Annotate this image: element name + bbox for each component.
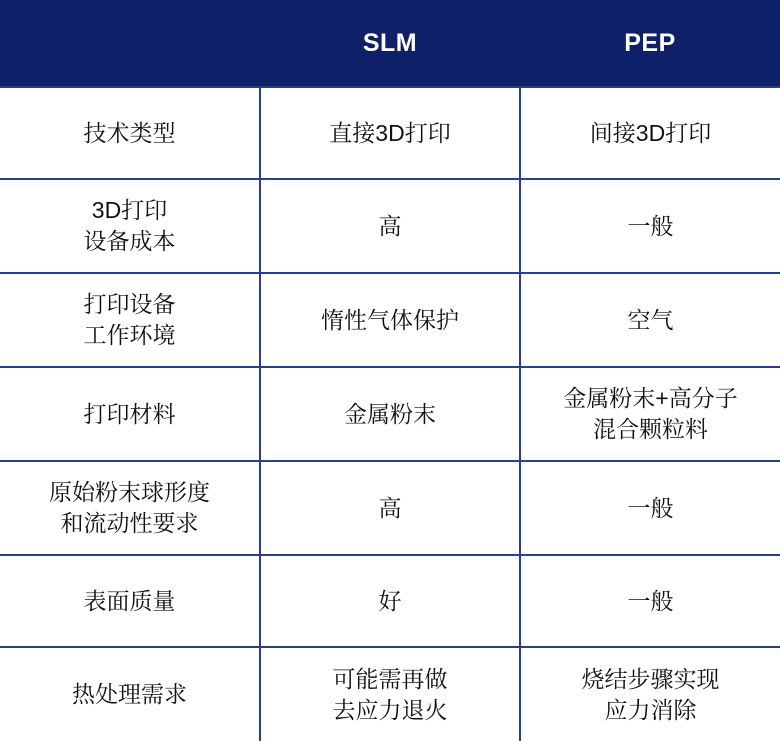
cell-pep: [520, 647, 780, 741]
cell-slm: [260, 461, 520, 555]
row-label: [0, 179, 260, 273]
table-row: [0, 647, 780, 741]
table-row: [0, 179, 780, 273]
cell-slm-line: 惰性气体保护: [321, 306, 459, 333]
cell-slm: [260, 179, 520, 273]
cell-pep-line: 烧结步骤实现: [581, 665, 720, 692]
cell-slm-line: 直接3D打印: [329, 119, 451, 146]
table-header-row: [0, 0, 780, 87]
row-label: [0, 555, 260, 647]
cell-pep: [520, 273, 780, 367]
cell-pep-line: 混合颗粒料: [593, 416, 708, 442]
row-label-line: 工作环境: [83, 322, 176, 348]
row-label: [0, 647, 260, 741]
table-row: [0, 555, 780, 647]
row-label-line: 打印设备: [83, 291, 176, 318]
cell-pep-line: 一般: [627, 212, 674, 239]
row-label: [0, 461, 260, 555]
row-label-line: 原始粉末球形度: [49, 479, 210, 506]
cell-slm-line: 可能需再做: [332, 665, 448, 692]
row-label-line: 3D打印: [91, 197, 168, 224]
row-label-line: 打印材料: [83, 400, 176, 427]
row-label-line: 热处理需求: [72, 681, 187, 708]
row-label-line: 设备成本: [83, 228, 176, 254]
row-label: [0, 367, 260, 461]
cell-slm-line: 好: [378, 587, 402, 614]
cell-slm: [260, 367, 520, 461]
table-header: [0, 0, 780, 87]
cell-pep-line: 金属粉末+高分子: [563, 385, 738, 412]
cell-pep: [520, 367, 780, 461]
row-label: [0, 273, 260, 367]
cell-pep: [520, 461, 780, 555]
column-header-slm: SLM: [362, 28, 418, 57]
cell-slm: [260, 87, 520, 179]
cell-pep-line: 空气: [627, 306, 674, 333]
cell-slm: [260, 555, 520, 647]
row-label-line: 和流动性要求: [60, 510, 199, 536]
cell-slm-line: 金属粉末: [344, 400, 436, 427]
cell-pep-line: 一般: [627, 587, 674, 614]
cell-pep-line: 应力消除: [604, 696, 697, 723]
table-row: [0, 273, 780, 367]
column-header-pep: PEP: [624, 28, 676, 57]
cell-slm-line: 去应力退火: [332, 696, 448, 723]
table-row: [0, 461, 780, 555]
row-label-line: 技术类型: [83, 119, 176, 146]
cell-pep-line: 一般: [627, 494, 674, 521]
cell-slm: [260, 273, 520, 367]
cell-pep: [520, 179, 780, 273]
cell-pep-line: 间接3D打印: [589, 119, 712, 146]
cell-slm-line: 高: [378, 494, 402, 521]
row-label: [0, 87, 260, 179]
cell-pep: [520, 555, 780, 647]
cell-slm: [260, 647, 520, 741]
row-label-line: 表面质量: [83, 587, 176, 614]
table-row: [0, 87, 780, 179]
cell-pep: [520, 87, 780, 179]
table-body: [0, 87, 780, 741]
table-row: [0, 367, 780, 461]
column-header-blank: [0, 0, 260, 87]
cell-slm-line: 高: [378, 212, 402, 239]
